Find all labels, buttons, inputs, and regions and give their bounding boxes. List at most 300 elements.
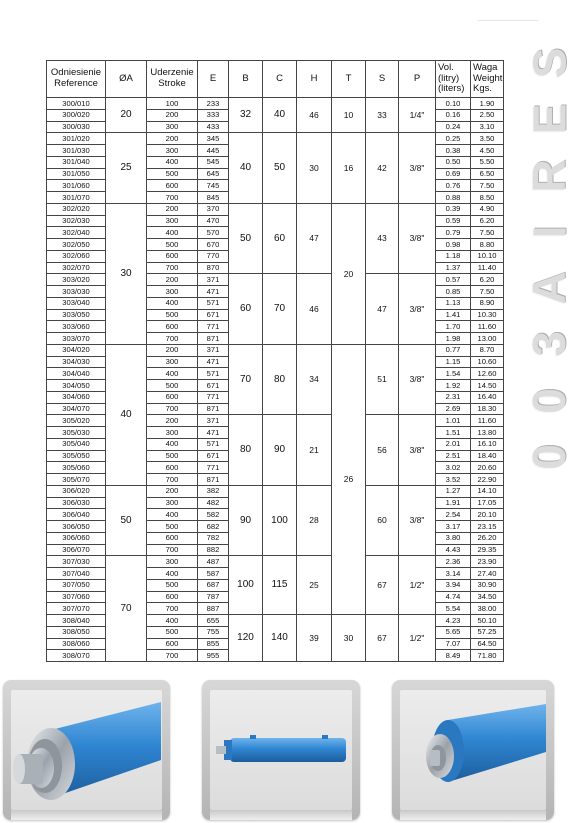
volume-cell: 1.18 [436, 250, 471, 262]
s-cell: 43 [366, 203, 399, 274]
e-cell: 682 [198, 521, 229, 533]
volume-cell: 2.69 [436, 403, 471, 415]
reference-cell: 304/030 [47, 356, 106, 368]
e-cell: 470 [198, 215, 229, 227]
volume-cell: 1.92 [436, 380, 471, 392]
h-cell: 46 [297, 274, 332, 345]
weight-cell: 7.50 [471, 227, 504, 239]
diameter-cell: 70 [106, 556, 147, 662]
weight-cell: 6.20 [471, 274, 504, 286]
weight-cell: 18.30 [471, 403, 504, 415]
header-t: T [332, 61, 366, 98]
stroke-cell: 300 [147, 145, 198, 157]
reference-cell: 308/040 [47, 615, 106, 627]
weight-cell: 8.90 [471, 297, 504, 309]
reference-cell: 301/060 [47, 180, 106, 192]
b-cell: 50 [229, 203, 263, 274]
stroke-cell: 300 [147, 356, 198, 368]
weight-cell: 34.50 [471, 591, 504, 603]
reference-cell: 301/020 [47, 133, 106, 145]
title-letter: S [523, 47, 575, 79]
reference-cell: 305/060 [47, 462, 106, 474]
header-reference: Odniesienie Reference [47, 61, 106, 98]
stroke-cell: 500 [147, 626, 198, 638]
e-cell: 771 [198, 462, 229, 474]
volume-cell: 1.70 [436, 321, 471, 333]
stroke-cell: 400 [147, 568, 198, 580]
stroke-cell: 400 [147, 227, 198, 239]
reference-cell: 300/020 [47, 109, 106, 121]
volume-cell: 3.94 [436, 579, 471, 591]
volume-cell: 1.51 [436, 427, 471, 439]
s-cell: 33 [366, 98, 399, 133]
stroke-cell: 600 [147, 391, 198, 403]
volume-cell: 0.57 [436, 274, 471, 286]
stroke-cell: 400 [147, 156, 198, 168]
t-cell: 20 [332, 203, 366, 344]
cylinder-side-photo [202, 680, 360, 820]
weight-cell: 6.50 [471, 168, 504, 180]
stroke-cell: 700 [147, 603, 198, 615]
reference-cell: 307/050 [47, 579, 106, 591]
e-cell: 471 [198, 286, 229, 298]
h-cell: 21 [297, 415, 332, 486]
weight-cell: 2.50 [471, 109, 504, 121]
weight-cell: 12.60 [471, 368, 504, 380]
stroke-cell: 100 [147, 98, 198, 110]
p-cell: 1/2" [399, 615, 436, 662]
volume-cell: 1.98 [436, 333, 471, 345]
c-cell: 115 [263, 556, 297, 615]
e-cell: 571 [198, 297, 229, 309]
e-cell: 671 [198, 380, 229, 392]
weight-cell: 5.50 [471, 156, 504, 168]
header-weight: Waga Weight Kgs. [471, 61, 504, 98]
reference-cell: 304/050 [47, 380, 106, 392]
reference-cell: 303/030 [47, 286, 106, 298]
weight-cell: 30.90 [471, 579, 504, 591]
weight-cell: 3.50 [471, 133, 504, 145]
reference-cell: 300/030 [47, 121, 106, 133]
weight-cell: 7.50 [471, 180, 504, 192]
weight-cell: 17.05 [471, 497, 504, 509]
e-cell: 771 [198, 321, 229, 333]
weight-cell: 10.30 [471, 309, 504, 321]
e-cell: 887 [198, 603, 229, 615]
stroke-cell: 500 [147, 380, 198, 392]
reference-cell: 308/070 [47, 650, 106, 662]
e-cell: 371 [198, 274, 229, 286]
e-cell: 571 [198, 438, 229, 450]
reference-cell: 301/040 [47, 156, 106, 168]
stroke-cell: 600 [147, 462, 198, 474]
stroke-cell: 700 [147, 403, 198, 415]
reference-cell: 308/060 [47, 638, 106, 650]
e-cell: 445 [198, 145, 229, 157]
volume-cell: 0.76 [436, 180, 471, 192]
reference-cell: 306/020 [47, 485, 106, 497]
volume-cell: 0.39 [436, 203, 471, 215]
reference-cell: 308/050 [47, 626, 106, 638]
stroke-cell: 300 [147, 497, 198, 509]
title-letter: I [523, 225, 575, 239]
volume-cell: 0.88 [436, 192, 471, 204]
e-cell: 645 [198, 168, 229, 180]
reference-cell: 306/040 [47, 509, 106, 521]
e-cell: 882 [198, 544, 229, 556]
stroke-cell: 200 [147, 415, 198, 427]
e-cell: 671 [198, 450, 229, 462]
weight-cell: 20.10 [471, 509, 504, 521]
e-cell: 687 [198, 579, 229, 591]
h-cell: 30 [297, 133, 332, 204]
reference-cell: 303/040 [47, 297, 106, 309]
stroke-cell: 300 [147, 427, 198, 439]
stroke-cell: 600 [147, 638, 198, 650]
e-cell: 771 [198, 391, 229, 403]
volume-cell: 2.51 [436, 450, 471, 462]
volume-cell: 7.07 [436, 638, 471, 650]
reference-cell: 302/070 [47, 262, 106, 274]
volume-cell: 0.98 [436, 239, 471, 251]
s-cell: 56 [366, 415, 399, 486]
weight-cell: 23.90 [471, 556, 504, 568]
stroke-cell: 200 [147, 109, 198, 121]
c-cell: 40 [263, 98, 297, 133]
series-title-watermark [521, 40, 576, 480]
e-cell: 371 [198, 415, 229, 427]
e-cell: 482 [198, 497, 229, 509]
e-cell: 955 [198, 650, 229, 662]
cylinder-end-photo [392, 680, 554, 820]
stroke-cell: 300 [147, 556, 198, 568]
header-diameter: ØA [106, 61, 147, 98]
e-cell: 870 [198, 262, 229, 274]
e-cell: 545 [198, 156, 229, 168]
stroke-cell: 400 [147, 368, 198, 380]
stroke-cell: 200 [147, 274, 198, 286]
diameter-cell: 40 [106, 344, 147, 485]
weight-cell: 18.40 [471, 450, 504, 462]
volume-cell: 1.27 [436, 485, 471, 497]
volume-cell: 4.74 [436, 591, 471, 603]
volume-cell: 0.85 [436, 286, 471, 298]
stroke-cell: 200 [147, 485, 198, 497]
weight-cell: 8.50 [471, 192, 504, 204]
reference-cell: 306/060 [47, 532, 106, 544]
reference-cell: 306/030 [47, 497, 106, 509]
b-cell: 120 [229, 615, 263, 662]
reference-cell: 301/050 [47, 168, 106, 180]
weight-cell: 50.10 [471, 615, 504, 627]
reference-cell: 300/010 [47, 98, 106, 110]
e-cell: 871 [198, 403, 229, 415]
reference-cell: 307/070 [47, 603, 106, 615]
volume-cell: 3.52 [436, 474, 471, 486]
weight-cell: 4.90 [471, 203, 504, 215]
stroke-cell: 500 [147, 168, 198, 180]
reference-cell: 304/070 [47, 403, 106, 415]
header-h: H [297, 61, 332, 98]
header-c: C [263, 61, 297, 98]
c-cell: 100 [263, 485, 297, 556]
stroke-cell: 500 [147, 521, 198, 533]
e-cell: 570 [198, 227, 229, 239]
stroke-cell: 700 [147, 262, 198, 274]
e-cell: 787 [198, 591, 229, 603]
stroke-cell: 500 [147, 579, 198, 591]
reference-cell: 304/040 [47, 368, 106, 380]
e-cell: 845 [198, 192, 229, 204]
p-cell: 3/8" [399, 274, 436, 345]
volume-cell: 2.36 [436, 556, 471, 568]
reference-cell: 305/020 [47, 415, 106, 427]
stroke-cell: 400 [147, 438, 198, 450]
weight-cell: 64.50 [471, 638, 504, 650]
e-cell: 670 [198, 239, 229, 251]
b-cell: 40 [229, 133, 263, 204]
volume-cell: 2.31 [436, 391, 471, 403]
b-cell: 70 [229, 344, 263, 415]
table-row [47, 98, 504, 110]
p-cell: 3/8" [399, 415, 436, 486]
weight-cell: 10.10 [471, 250, 504, 262]
weight-cell: 13.80 [471, 427, 504, 439]
table-row [47, 344, 504, 356]
c-cell: 80 [263, 344, 297, 415]
e-cell: 371 [198, 344, 229, 356]
e-cell: 582 [198, 509, 229, 521]
volume-cell: 3.14 [436, 568, 471, 580]
title-letter: E [523, 103, 575, 135]
e-cell: 755 [198, 626, 229, 638]
top-divider [478, 20, 538, 21]
stroke-cell: 300 [147, 121, 198, 133]
reference-cell: 303/020 [47, 274, 106, 286]
stroke-cell: 600 [147, 180, 198, 192]
c-cell: 90 [263, 415, 297, 486]
volume-cell: 2.54 [436, 509, 471, 521]
b-cell: 90 [229, 485, 263, 556]
weight-cell: 16.40 [471, 391, 504, 403]
diameter-cell: 25 [106, 133, 147, 204]
weight-cell: 8.70 [471, 344, 504, 356]
e-cell: 370 [198, 203, 229, 215]
b-cell: 32 [229, 98, 263, 133]
stroke-cell: 600 [147, 321, 198, 333]
b-cell: 80 [229, 415, 263, 486]
volume-cell: 0.59 [436, 215, 471, 227]
volume-cell: 0.16 [436, 109, 471, 121]
header-s: S [366, 61, 399, 98]
weight-cell: 4.50 [471, 145, 504, 157]
weight-cell: 22.90 [471, 474, 504, 486]
volume-cell: 3.02 [436, 462, 471, 474]
weight-cell: 8.80 [471, 239, 504, 251]
t-cell: 10 [332, 98, 366, 133]
reference-cell: 307/040 [47, 568, 106, 580]
header-p: P [399, 61, 436, 98]
table-row [47, 556, 504, 568]
volume-cell: 8.49 [436, 650, 471, 662]
h-cell: 28 [297, 485, 332, 556]
volume-cell: 1.41 [436, 309, 471, 321]
weight-cell: 14.50 [471, 380, 504, 392]
e-cell: 471 [198, 356, 229, 368]
stroke-cell: 200 [147, 344, 198, 356]
e-cell: 745 [198, 180, 229, 192]
p-cell: 3/8" [399, 203, 436, 274]
b-cell: 60 [229, 274, 263, 345]
h-cell: 25 [297, 556, 332, 615]
volume-cell: 1.15 [436, 356, 471, 368]
h-cell: 47 [297, 203, 332, 274]
reference-cell: 302/050 [47, 239, 106, 251]
weight-cell: 16.10 [471, 438, 504, 450]
volume-cell: 4.43 [436, 544, 471, 556]
weight-cell: 29.35 [471, 544, 504, 556]
weight-cell: 27.40 [471, 568, 504, 580]
table-body [47, 98, 504, 662]
volume-cell: 1.37 [436, 262, 471, 274]
reference-cell: 306/050 [47, 521, 106, 533]
header-volume: Vol. (litry) (liters) [436, 61, 471, 98]
p-cell: 3/8" [399, 133, 436, 204]
volume-cell: 1.91 [436, 497, 471, 509]
table-row [47, 133, 504, 145]
stroke-cell: 400 [147, 615, 198, 627]
p-cell: 3/8" [399, 344, 436, 415]
weight-cell: 26.20 [471, 532, 504, 544]
stroke-cell: 200 [147, 133, 198, 145]
weight-cell: 20.60 [471, 462, 504, 474]
stroke-cell: 700 [147, 192, 198, 204]
reference-cell: 302/030 [47, 215, 106, 227]
e-cell: 433 [198, 121, 229, 133]
header-b: B [229, 61, 263, 98]
e-cell: 671 [198, 309, 229, 321]
s-cell: 42 [366, 133, 399, 204]
title-letter: A [522, 271, 575, 305]
reference-cell: 305/030 [47, 427, 106, 439]
h-cell: 34 [297, 344, 332, 415]
table-row [47, 203, 504, 215]
weight-cell: 57.25 [471, 626, 504, 638]
volume-cell: 0.25 [436, 133, 471, 145]
diameter-cell: 30 [106, 203, 147, 344]
weight-cell: 7.50 [471, 286, 504, 298]
s-cell: 51 [366, 344, 399, 415]
stroke-cell: 300 [147, 215, 198, 227]
title-letter: R [522, 158, 575, 193]
title-letter: 0 [523, 387, 575, 414]
weight-cell: 11.60 [471, 321, 504, 333]
c-cell: 140 [263, 615, 297, 662]
reference-cell: 305/070 [47, 474, 106, 486]
reference-cell: 301/070 [47, 192, 106, 204]
reference-cell: 305/050 [47, 450, 106, 462]
volume-cell: 3.17 [436, 521, 471, 533]
weight-cell: 10.60 [471, 356, 504, 368]
volume-cell: 5.65 [436, 626, 471, 638]
b-cell: 100 [229, 556, 263, 615]
reference-cell: 302/040 [47, 227, 106, 239]
e-cell: 855 [198, 638, 229, 650]
p-cell: 1/2" [399, 556, 436, 615]
e-cell: 333 [198, 109, 229, 121]
weight-cell: 71.80 [471, 650, 504, 662]
volume-cell: 0.69 [436, 168, 471, 180]
h-cell: 39 [297, 615, 332, 662]
volume-cell: 0.10 [436, 98, 471, 110]
header-e: E [198, 61, 229, 98]
cylinder-front-angle-photo [3, 680, 170, 820]
cylinder-spec-table [46, 60, 504, 662]
volume-cell: 2.01 [436, 438, 471, 450]
reference-cell: 303/050 [47, 309, 106, 321]
e-cell: 587 [198, 568, 229, 580]
s-cell: 60 [366, 485, 399, 556]
weight-cell: 6.20 [471, 215, 504, 227]
p-cell: 1/4" [399, 98, 436, 133]
reference-cell: 301/030 [47, 145, 106, 157]
e-cell: 571 [198, 368, 229, 380]
stroke-cell: 600 [147, 591, 198, 603]
reference-cell: 307/030 [47, 556, 106, 568]
diameter-cell: 20 [106, 98, 147, 133]
stroke-cell: 400 [147, 509, 198, 521]
c-cell: 70 [263, 274, 297, 345]
t-cell: 26 [332, 344, 366, 614]
stroke-cell: 200 [147, 203, 198, 215]
title-letter: 3 [523, 331, 575, 358]
stroke-cell: 500 [147, 450, 198, 462]
table-row [47, 485, 504, 497]
volume-cell: 0.79 [436, 227, 471, 239]
reference-cell: 303/070 [47, 333, 106, 345]
t-cell: 30 [332, 615, 366, 662]
h-cell: 46 [297, 98, 332, 133]
reference-cell: 307/060 [47, 591, 106, 603]
reference-cell: 302/020 [47, 203, 106, 215]
volume-cell: 5.54 [436, 603, 471, 615]
e-cell: 382 [198, 485, 229, 497]
e-cell: 871 [198, 333, 229, 345]
e-cell: 655 [198, 615, 229, 627]
stroke-cell: 600 [147, 250, 198, 262]
table-header-row [47, 61, 504, 98]
stroke-cell: 500 [147, 239, 198, 251]
c-cell: 60 [263, 203, 297, 274]
e-cell: 782 [198, 532, 229, 544]
weight-cell: 14.10 [471, 485, 504, 497]
reference-cell: 302/060 [47, 250, 106, 262]
title-letter: 0 [523, 444, 575, 470]
weight-cell: 11.60 [471, 415, 504, 427]
c-cell: 50 [263, 133, 297, 204]
t-cell: 16 [332, 133, 366, 204]
stroke-cell: 400 [147, 297, 198, 309]
stroke-cell: 700 [147, 474, 198, 486]
stroke-cell: 300 [147, 286, 198, 298]
p-cell: 3/8" [399, 485, 436, 556]
reference-cell: 306/070 [47, 544, 106, 556]
volume-cell: 1.01 [436, 415, 471, 427]
e-cell: 345 [198, 133, 229, 145]
weight-cell: 11.40 [471, 262, 504, 274]
e-cell: 233 [198, 98, 229, 110]
s-cell: 47 [366, 274, 399, 345]
